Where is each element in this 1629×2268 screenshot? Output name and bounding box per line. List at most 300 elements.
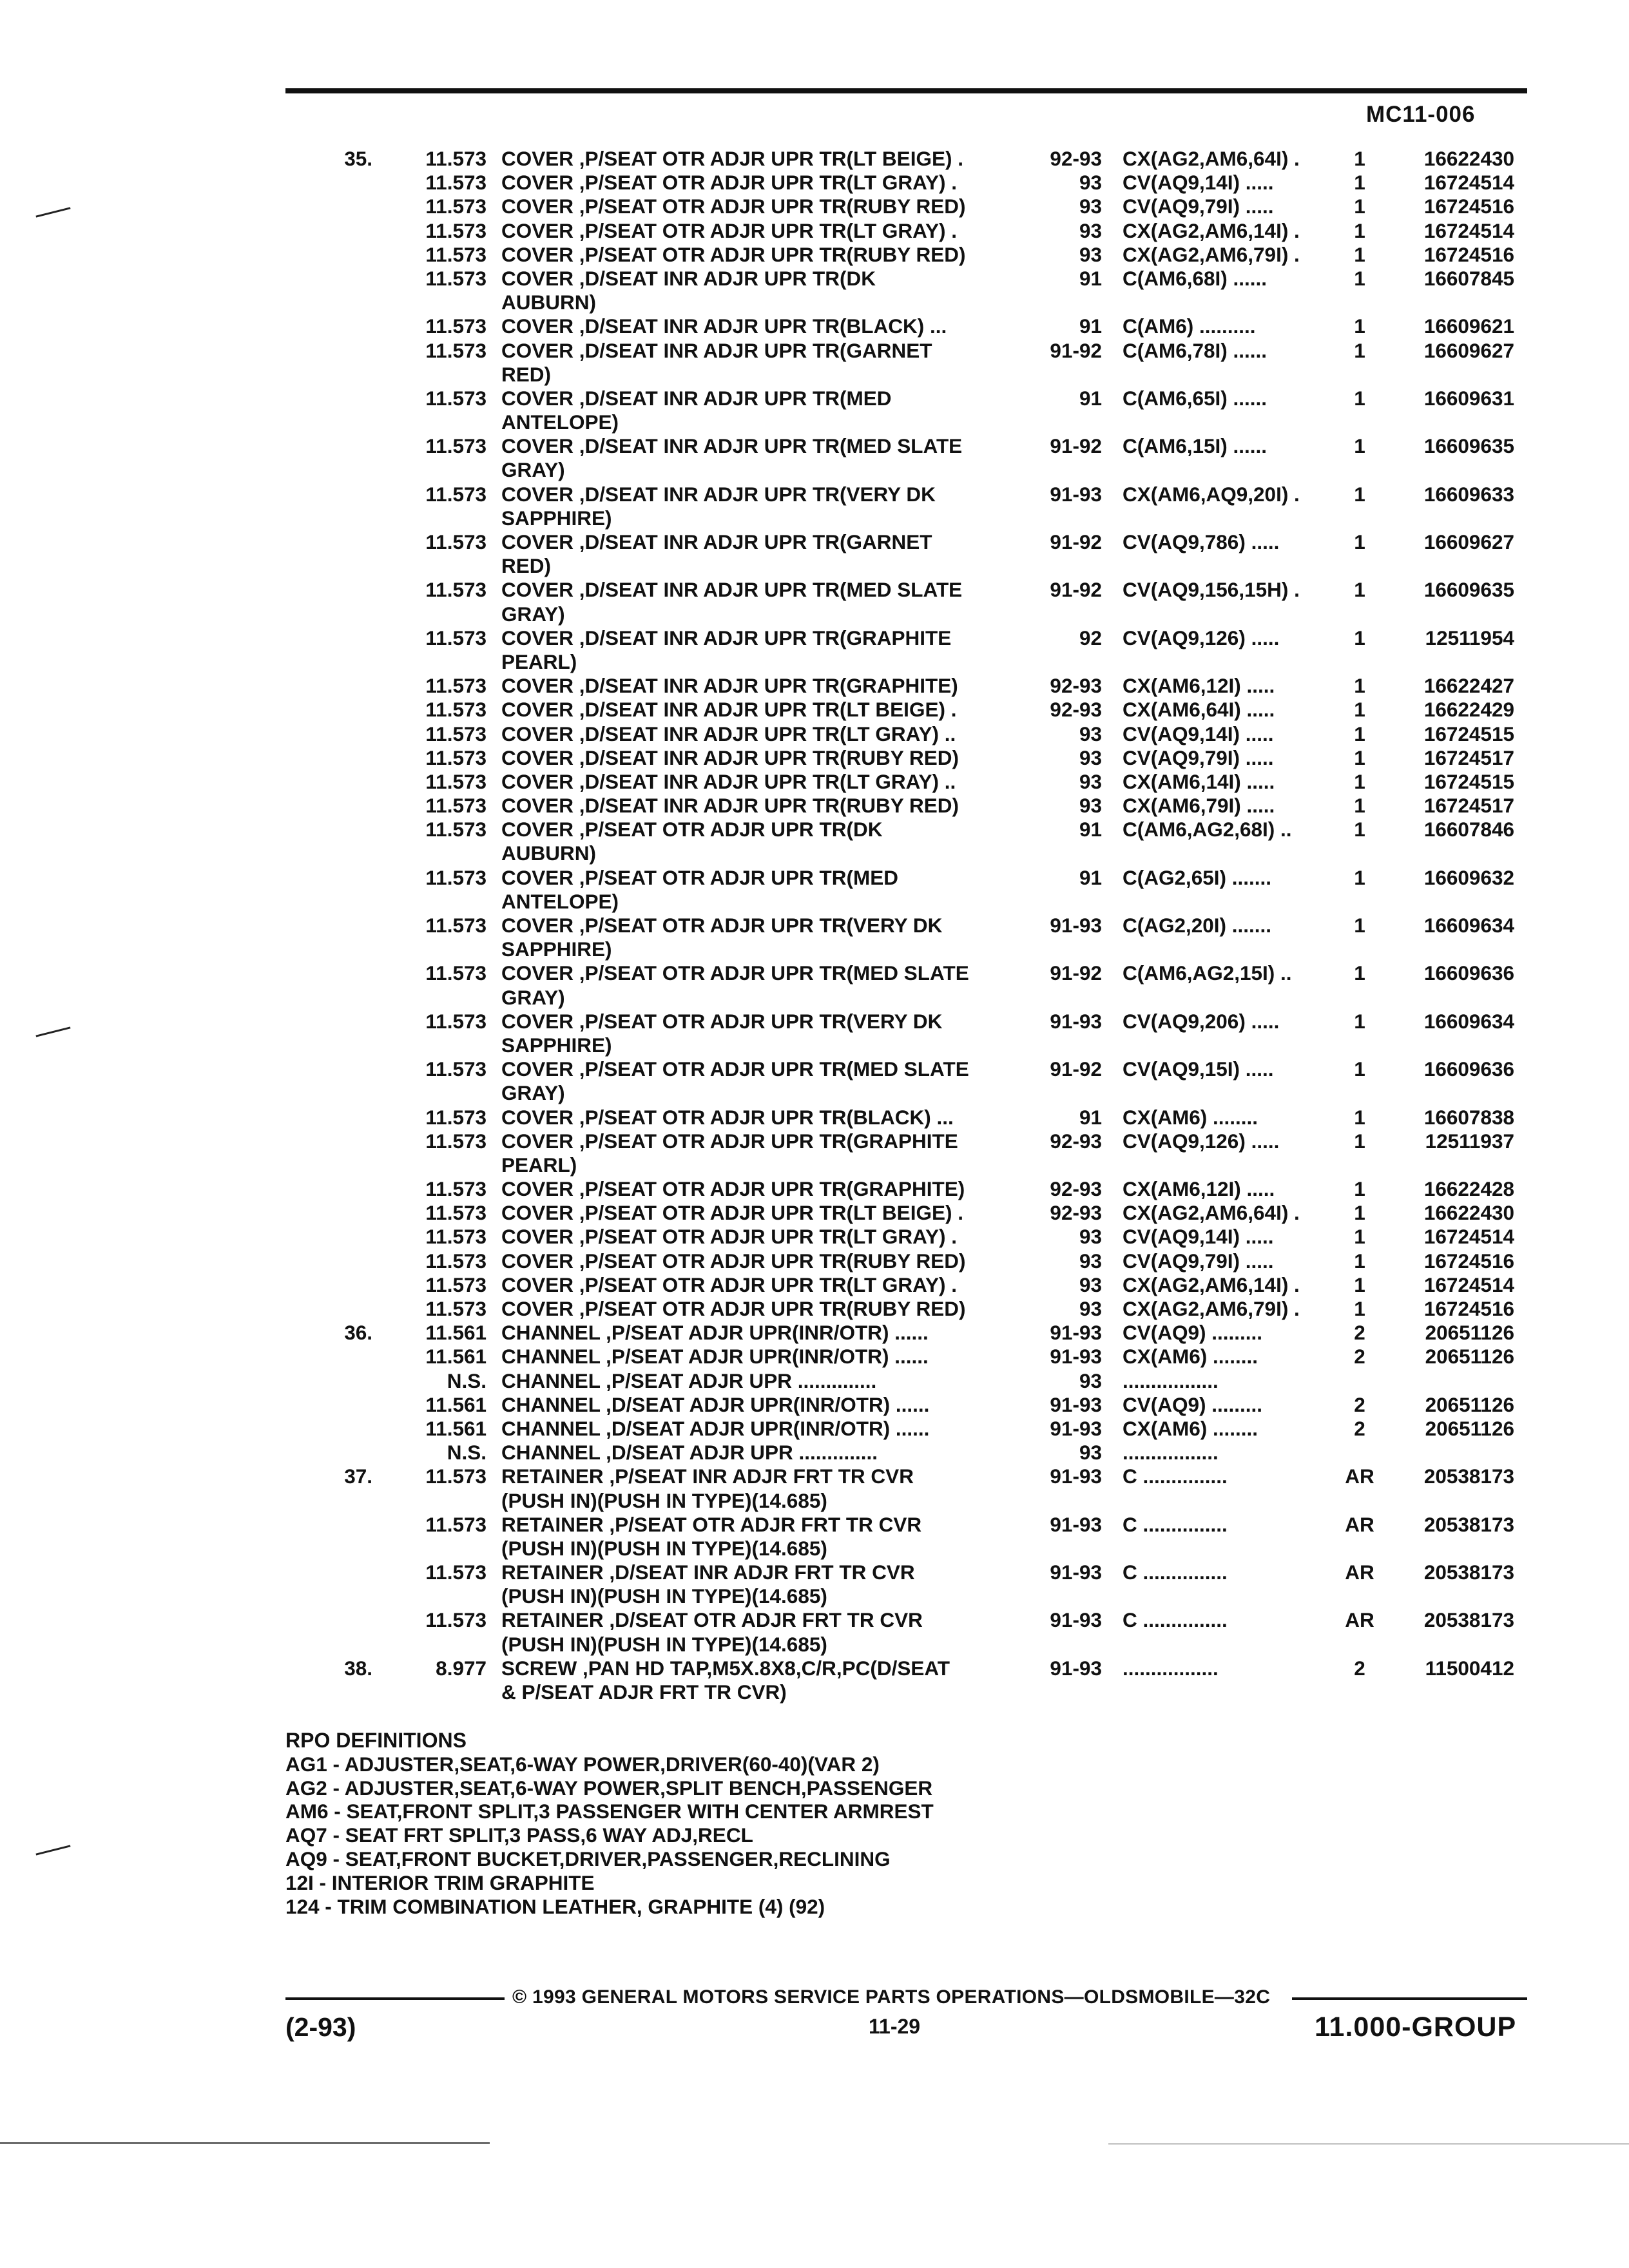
group-number: 11.573 <box>425 769 487 793</box>
part-number: 16609636 <box>1423 961 1514 985</box>
part-description: COVER ,P/SEAT OTR ADJR UPR TR(BLACK) ... <box>501 1105 954 1129</box>
model-years: 92-93 <box>1050 1201 1102 1225</box>
usage-code: CV(AQ9) ......... <box>1123 1321 1263 1345</box>
usage-code: CV(AQ9,14I) ..... <box>1123 1225 1274 1249</box>
part-description: COVER ,P/SEAT OTR ADJR UPR TR(GRAPHITE <box>501 1129 958 1153</box>
model-years: 93 <box>1079 1225 1102 1249</box>
part-description: COVER ,P/SEAT OTR ADJR UPR TR(VERY DK <box>501 914 943 937</box>
model-years: 91-92 <box>1050 961 1102 985</box>
table-row-continuation <box>0 410 1629 434</box>
part-number: 16622430 <box>1423 1201 1514 1225</box>
rpo-item: 12I - INTERIOR TRIM GRAPHITE <box>285 1870 595 1894</box>
group-number: N.S. <box>447 1369 487 1392</box>
usage-code: C(AG2,20I) ....... <box>1123 914 1272 937</box>
table-row-continuation <box>0 1537 1629 1561</box>
usage-code: CX(AG2,AM6,14I) . <box>1123 1273 1300 1296</box>
usage-code: CX(AM6) ........ <box>1123 1345 1258 1369</box>
table-row <box>0 1369 1629 1393</box>
group-number: 8.977 <box>436 1656 487 1680</box>
group-number: 11.573 <box>425 818 487 841</box>
table-row <box>0 794 1629 818</box>
part-description-continued: ANTELOPE) <box>501 410 619 434</box>
part-description-continued: (PUSH IN)(PUSH IN TYPE)(14.685) <box>501 1488 827 1512</box>
table-row <box>0 387 1629 410</box>
quantity: 1 <box>1354 530 1365 553</box>
model-years: 91-92 <box>1050 530 1102 553</box>
part-description: COVER ,D/SEAT INR ADJR UPR TR(DK <box>501 266 876 290</box>
quantity: 1 <box>1354 1057 1365 1081</box>
model-years: 91-93 <box>1050 914 1102 937</box>
model-years: 91-93 <box>1050 1465 1102 1488</box>
table-row <box>0 267 1629 291</box>
part-number: 16622429 <box>1423 698 1514 722</box>
table-row <box>0 698 1629 722</box>
rpo-item: 124 - TRIM COMBINATION LEATHER, GRAPHITE (4) (92) <box>285 1894 825 1918</box>
part-description: COVER ,P/SEAT OTR ADJR UPR TR(LT GRAY) . <box>501 171 958 195</box>
quantity: AR <box>1345 1561 1374 1584</box>
group-number: 11.573 <box>425 745 487 769</box>
model-years: 93 <box>1079 242 1102 266</box>
rpo-item: AQ7 - SEAT FRT SPLIT,3 PASS,6 WAY ADJ,RECL <box>285 1823 753 1847</box>
item-key: 38. <box>344 1656 372 1680</box>
model-years: 93 <box>1079 794 1102 818</box>
group-number: 11.573 <box>425 698 487 722</box>
usage-code: CX(AM6) ........ <box>1123 1416 1258 1440</box>
usage-code: CX(AG2,AM6,64I) . <box>1123 1201 1300 1225</box>
part-description: COVER ,P/SEAT OTR ADJR UPR TR(MED <box>501 865 899 889</box>
quantity: 1 <box>1354 314 1365 338</box>
usage-code: CV(AQ9,786) ..... <box>1123 530 1280 553</box>
quantity: 1 <box>1354 818 1365 841</box>
table-row <box>0 1345 1629 1369</box>
part-description: COVER ,P/SEAT OTR ADJR UPR TR(RUBY RED) <box>501 242 966 266</box>
group-number: 11.573 <box>425 195 487 218</box>
item-key: 37. <box>344 1465 372 1488</box>
part-description: COVER ,D/SEAT INR ADJR UPR TR(MED SLATE <box>501 578 963 602</box>
usage-code: CX(AG2,AM6,64I) . <box>1123 147 1300 170</box>
table-row <box>0 483 1629 506</box>
part-description: COVER ,P/SEAT OTR ADJR UPR TR(DK <box>501 818 883 841</box>
group-number: N.S. <box>447 1441 487 1465</box>
part-number: 16609627 <box>1423 530 1514 553</box>
usage-code: C ............... <box>1123 1608 1228 1632</box>
group-number: 11.573 <box>425 338 487 362</box>
part-description: COVER ,D/SEAT INR ADJR UPR TR(BLACK) ... <box>501 314 947 338</box>
quantity: 1 <box>1354 745 1365 769</box>
table-row <box>0 1106 1629 1129</box>
part-number: 16607838 <box>1423 1105 1514 1129</box>
rpo-item: AG1 - ADJUSTER,SEAT,6-WAY POWER,DRIVER(60-40)(VAR 2) <box>285 1752 880 1776</box>
part-number: 16607845 <box>1423 266 1514 290</box>
quantity: 1 <box>1354 865 1365 889</box>
model-years: 91 <box>1079 266 1102 290</box>
quantity: 1 <box>1354 1297 1365 1320</box>
group-number: 11.573 <box>425 578 487 602</box>
part-number: 16724515 <box>1423 769 1514 793</box>
model-years: 93 <box>1079 218 1102 242</box>
usage-code: CV(AQ9,15I) ..... <box>1123 1057 1274 1081</box>
table-row-continuation <box>0 1633 1629 1657</box>
group-number: 11.573 <box>425 914 487 937</box>
table-row-continuation <box>0 363 1629 387</box>
usage-code: C(AM6,65I) ...... <box>1123 386 1268 410</box>
table-row-continuation <box>0 890 1629 914</box>
model-years: 91 <box>1079 386 1102 410</box>
quantity: 1 <box>1354 914 1365 937</box>
part-number: 16724516 <box>1423 1297 1514 1320</box>
part-number: 16609632 <box>1423 865 1514 889</box>
part-description: COVER ,D/SEAT INR ADJR UPR TR(LT BEIGE) . <box>501 698 957 722</box>
model-years: 93 <box>1079 1441 1102 1465</box>
model-years: 91-93 <box>1050 1656 1102 1680</box>
table-row <box>0 1608 1629 1632</box>
model-years: 91 <box>1079 865 1102 889</box>
table-row <box>0 1010 1629 1033</box>
part-description-continued: GRAY) <box>501 1081 565 1105</box>
quantity: 2 <box>1354 1345 1365 1369</box>
part-number: 20538173 <box>1423 1608 1514 1632</box>
part-number: 12511937 <box>1425 1129 1514 1153</box>
quantity: 1 <box>1354 1273 1365 1296</box>
quantity: 1 <box>1354 386 1365 410</box>
usage-code: C ............... <box>1123 1465 1228 1488</box>
revision-date: (2-93) <box>285 2012 356 2042</box>
quantity: 1 <box>1354 242 1365 266</box>
part-description: COVER ,P/SEAT OTR ADJR UPR TR(MED SLATE <box>501 961 969 985</box>
group-number: 11.561 <box>425 1321 487 1345</box>
part-number: 16609631 <box>1423 386 1514 410</box>
quantity: 1 <box>1354 1177 1365 1201</box>
model-years: 91-93 <box>1050 1345 1102 1369</box>
table-row-continuation <box>0 1081 1629 1105</box>
table-row <box>0 1177 1629 1201</box>
footer-rule-right <box>1292 1997 1527 2000</box>
part-description: COVER ,P/SEAT OTR ADJR UPR TR(LT BEIGE) . <box>501 1201 963 1225</box>
part-description: CHANNEL ,D/SEAT ADJR UPR .............. <box>501 1441 878 1465</box>
table-row <box>0 674 1629 698</box>
group-number: 11.573 <box>425 1009 487 1033</box>
part-number: 16609634 <box>1423 1009 1514 1033</box>
model-years: 93 <box>1079 1297 1102 1320</box>
group-number: 11.573 <box>425 1057 487 1081</box>
model-years: 91-92 <box>1050 434 1102 458</box>
rpo-item: AQ9 - SEAT,FRONT BUCKET,DRIVER,PASSENGER,RECLINING <box>285 1847 891 1870</box>
part-number: 11500412 <box>1425 1656 1514 1680</box>
usage-code: CV(AQ9,79I) ..... <box>1123 1249 1274 1273</box>
part-number: 16622428 <box>1423 1177 1514 1201</box>
usage-code: C(AM6,15I) ...... <box>1123 434 1268 458</box>
model-years: 91-92 <box>1050 1057 1102 1081</box>
part-description: COVER ,P/SEAT OTR ADJR UPR TR(RUBY RED) <box>501 1297 966 1320</box>
part-description: COVER ,D/SEAT INR ADJR UPR TR(GRAPHITE <box>501 626 952 649</box>
quantity: 2 <box>1354 1416 1365 1440</box>
table-row <box>0 1657 1629 1680</box>
part-description: CHANNEL ,P/SEAT ADJR UPR(INR/OTR) ...... <box>501 1345 929 1369</box>
model-years: 93 <box>1079 195 1102 218</box>
group-number: 11.573 <box>425 1608 487 1632</box>
group-number: 11.573 <box>425 1561 487 1584</box>
quantity: 2 <box>1354 1656 1365 1680</box>
table-row-continuation <box>0 1153 1629 1177</box>
usage-code: CV(AQ9,14I) ..... <box>1123 722 1274 745</box>
usage-code: C(AG2,65I) ....... <box>1123 865 1272 889</box>
quantity: 2 <box>1354 1392 1365 1416</box>
table-row <box>0 1249 1629 1273</box>
quantity: 1 <box>1354 434 1365 458</box>
scan-artifact-line <box>0 2142 490 2144</box>
part-description: RETAINER ,P/SEAT INR ADJR FRT TR CVR <box>501 1465 914 1488</box>
parts-list <box>0 147 1629 1704</box>
table-row <box>0 339 1629 363</box>
usage-code: CV(AQ9,126) ..... <box>1123 1129 1280 1153</box>
usage-code: CX(AM6,AQ9,20I) . <box>1123 482 1300 506</box>
table-row <box>0 1513 1629 1537</box>
model-years: 91-92 <box>1050 338 1102 362</box>
part-description: COVER ,D/SEAT INR ADJR UPR TR(VERY DK <box>501 482 936 506</box>
rpo-item: AM6 - SEAT,FRONT SPLIT,3 PASSENGER WITH CENTER ARMREST <box>285 1800 934 1823</box>
group-number: 11.573 <box>425 1249 487 1273</box>
quantity: 1 <box>1354 578 1365 602</box>
part-description: CHANNEL ,P/SEAT ADJR UPR(INR/OTR) ...... <box>501 1321 929 1345</box>
group-number: 11.573 <box>425 794 487 818</box>
part-description: SCREW ,PAN HD TAP,M5X.8X8,C/R,PC(D/SEAT <box>501 1656 950 1680</box>
table-row <box>0 195 1629 218</box>
table-row-continuation <box>0 937 1629 961</box>
table-row <box>0 1417 1629 1441</box>
part-number: 16724514 <box>1423 1225 1514 1249</box>
part-description-continued: GRAY) <box>501 985 565 1009</box>
quantity: 1 <box>1354 1249 1365 1273</box>
usage-code: CV(AQ9,79I) ..... <box>1123 745 1274 769</box>
part-description: CHANNEL ,D/SEAT ADJR UPR(INR/OTR) ...... <box>501 1416 930 1440</box>
model-years: 93 <box>1079 1249 1102 1273</box>
group-number: 11.573 <box>425 1129 487 1153</box>
part-description: COVER ,P/SEAT OTR ADJR UPR TR(MED SLATE <box>501 1057 969 1081</box>
model-years: 93 <box>1079 1369 1102 1392</box>
item-key: 36. <box>344 1321 372 1345</box>
part-description-continued: SAPPHIRE) <box>501 937 612 961</box>
table-row-continuation <box>0 1033 1629 1057</box>
table-row <box>0 434 1629 458</box>
group-number: 11.561 <box>425 1392 487 1416</box>
table-row <box>0 1057 1629 1081</box>
table-row <box>0 746 1629 770</box>
group-number: 11.573 <box>425 865 487 889</box>
model-years: 92-93 <box>1050 1129 1102 1153</box>
group-number: 11.573 <box>425 1465 487 1488</box>
group-number: 11.573 <box>425 626 487 649</box>
quantity: 1 <box>1354 1225 1365 1249</box>
table-row <box>0 171 1629 195</box>
quantity: 1 <box>1354 626 1365 649</box>
quantity: 1 <box>1354 171 1365 195</box>
part-number: 20651126 <box>1425 1345 1514 1369</box>
table-row <box>0 1297 1629 1321</box>
part-description: CHANNEL ,P/SEAT ADJR UPR .............. <box>501 1369 877 1392</box>
part-number: 20651126 <box>1425 1416 1514 1440</box>
usage-code: CV(AQ9,79I) ..... <box>1123 195 1274 218</box>
table-row <box>0 626 1629 650</box>
part-number: 20538173 <box>1423 1561 1514 1584</box>
group-number: 11.573 <box>425 1225 487 1249</box>
usage-code: C(AM6,AG2,68I) .. <box>1123 818 1292 841</box>
part-number: 16724516 <box>1423 242 1514 266</box>
model-years: 91 <box>1079 314 1102 338</box>
part-description: COVER ,D/SEAT INR ADJR UPR TR(LT GRAY) .. <box>501 769 956 793</box>
part-description-continued: SAPPHIRE) <box>501 506 612 530</box>
part-number: 16724517 <box>1423 745 1514 769</box>
part-number: 16724514 <box>1423 171 1514 195</box>
model-years: 92-93 <box>1050 698 1102 722</box>
part-description: COVER ,P/SEAT OTR ADJR UPR TR(RUBY RED) <box>501 1249 966 1273</box>
model-years: 91-92 <box>1050 578 1102 602</box>
quantity: 1 <box>1354 482 1365 506</box>
group-number: 11.573 <box>425 147 487 170</box>
quantity: 1 <box>1354 1105 1365 1129</box>
part-description: COVER ,P/SEAT OTR ADJR UPR TR(LT GRAY) . <box>501 1225 958 1249</box>
part-number: 16622430 <box>1423 147 1514 170</box>
quantity: 1 <box>1354 218 1365 242</box>
part-description: COVER ,P/SEAT OTR ADJR UPR TR(RUBY RED) <box>501 195 966 218</box>
part-description-continued: ANTELOPE) <box>501 889 619 913</box>
group-number: 11.573 <box>425 266 487 290</box>
part-description: COVER ,P/SEAT OTR ADJR UPR TR(LT GRAY) . <box>501 218 958 242</box>
part-description: COVER ,D/SEAT INR ADJR UPR TR(MED SLATE <box>501 434 963 458</box>
usage-code: C(AM6,68I) ...... <box>1123 266 1268 290</box>
quantity: 1 <box>1354 674 1365 698</box>
part-number: 16609627 <box>1423 338 1514 362</box>
model-years: 91 <box>1079 818 1102 841</box>
group-number: 11.573 <box>425 482 487 506</box>
group-number: 11.573 <box>425 242 487 266</box>
part-number: 16609635 <box>1423 434 1514 458</box>
usage-code: ................. <box>1123 1656 1219 1680</box>
usage-code: C(AM6,78I) ...... <box>1123 338 1268 362</box>
part-description: RETAINER ,D/SEAT OTR ADJR FRT TR CVR <box>501 1608 923 1632</box>
footer-rule-left <box>285 1997 505 2000</box>
model-years: 91 <box>1079 1105 1102 1129</box>
usage-code: CV(AQ9) ......... <box>1123 1392 1263 1416</box>
part-number: 16724514 <box>1423 1273 1514 1296</box>
table-row <box>0 1129 1629 1153</box>
usage-code: CX(AG2,AM6,79I) . <box>1123 242 1300 266</box>
table-row <box>0 914 1629 937</box>
part-number: 20538173 <box>1423 1465 1514 1488</box>
quantity: 1 <box>1354 961 1365 985</box>
group-number: 11.573 <box>425 1201 487 1225</box>
usage-code: CV(AQ9,126) ..... <box>1123 626 1280 649</box>
part-description-continued: & P/SEAT ADJR FRT TR CVR) <box>501 1680 787 1704</box>
usage-code: C(AM6,AG2,15I) .. <box>1123 961 1292 985</box>
part-number: 16609635 <box>1423 578 1514 602</box>
part-description: COVER ,D/SEAT INR ADJR UPR TR(RUBY RED) <box>501 745 959 769</box>
table-row <box>0 219 1629 243</box>
table-row-continuation <box>0 1489 1629 1513</box>
part-number: 20651126 <box>1425 1321 1514 1345</box>
usage-code: CV(AQ9,156,15H) . <box>1123 578 1300 602</box>
table-row-continuation <box>0 1680 1629 1704</box>
quantity: 1 <box>1354 195 1365 218</box>
part-description: COVER ,D/SEAT INR ADJR UPR TR(LT GRAY) .. <box>501 722 956 745</box>
group-number: 11.573 <box>425 434 487 458</box>
group-number: 11.573 <box>425 722 487 745</box>
quantity: 1 <box>1354 769 1365 793</box>
table-row <box>0 314 1629 338</box>
model-years: 93 <box>1079 1273 1102 1296</box>
part-description: COVER ,D/SEAT INR ADJR UPR TR(GRAPHITE) <box>501 674 958 698</box>
usage-code: C ............... <box>1123 1561 1228 1584</box>
part-description: CHANNEL ,D/SEAT ADJR UPR(INR/OTR) ...... <box>501 1392 930 1416</box>
table-row-continuation <box>0 1584 1629 1608</box>
model-years: 91-93 <box>1050 1512 1102 1536</box>
table-row-continuation <box>0 650 1629 674</box>
part-number: 16609636 <box>1423 1057 1514 1081</box>
page-number: 11-29 <box>869 2015 921 2038</box>
model-years: 92-93 <box>1050 674 1102 698</box>
part-description-continued: GRAY) <box>501 602 565 626</box>
part-number: 20651126 <box>1425 1392 1514 1416</box>
part-number: 16724516 <box>1423 195 1514 218</box>
part-description: COVER ,D/SEAT INR ADJR UPR TR(GARNET <box>501 530 932 553</box>
table-row <box>0 722 1629 746</box>
group-number: 11.573 <box>425 1512 487 1536</box>
part-description-continued: SAPPHIRE) <box>501 1033 612 1057</box>
group-number: 11.573 <box>425 1297 487 1320</box>
quantity: 2 <box>1354 1321 1365 1345</box>
part-number: 16724515 <box>1423 722 1514 745</box>
table-row <box>0 578 1629 602</box>
part-number: 16609633 <box>1423 482 1514 506</box>
part-number: 16607846 <box>1423 818 1514 841</box>
part-description: COVER ,D/SEAT INR ADJR UPR TR(GARNET <box>501 338 932 362</box>
table-row-continuation <box>0 554 1629 578</box>
part-description-continued: PEARL) <box>501 1153 577 1177</box>
usage-code: CX(AM6) ........ <box>1123 1105 1258 1129</box>
group-number: 11.573 <box>425 218 487 242</box>
part-description-continued: GRAY) <box>501 458 565 482</box>
part-description: COVER ,P/SEAT OTR ADJR UPR TR(VERY DK <box>501 1009 943 1033</box>
quantity: 1 <box>1354 266 1365 290</box>
usage-code: CX(AG2,AM6,79I) . <box>1123 1297 1300 1320</box>
part-description-continued: (PUSH IN)(PUSH IN TYPE)(14.685) <box>501 1632 827 1656</box>
group-number: 11.573 <box>425 1105 487 1129</box>
group-number: 11.573 <box>425 961 487 985</box>
table-row-continuation <box>0 986 1629 1010</box>
rpo-title: RPO DEFINITIONS <box>285 1729 467 1752</box>
model-years: 91-93 <box>1050 482 1102 506</box>
usage-code: CX(AM6,12I) ..... <box>1123 674 1275 698</box>
table-row <box>0 1393 1629 1417</box>
group-number: 11.573 <box>425 530 487 553</box>
quantity: AR <box>1345 1465 1374 1488</box>
part-description-continued: RED) <box>501 362 551 386</box>
table-row <box>0 1273 1629 1297</box>
copyright: © 1993 GENERAL MOTORS SERVICE PARTS OPERATIONS—OLDSMOBILE—32C <box>512 1986 1271 2008</box>
table-row <box>0 1225 1629 1249</box>
group-label: 11.000-GROUP <box>1315 2012 1517 2042</box>
table-row <box>0 1465 1629 1488</box>
catalog-code: MC11-006 <box>1366 102 1476 127</box>
table-row <box>0 818 1629 841</box>
model-years: 92-93 <box>1050 147 1102 170</box>
rpo-definitions <box>285 1729 934 1918</box>
model-years: 91-93 <box>1050 1009 1102 1033</box>
usage-code: ................. <box>1123 1441 1219 1465</box>
model-years: 93 <box>1079 745 1102 769</box>
quantity: 1 <box>1354 1129 1365 1153</box>
group-number: 11.573 <box>425 314 487 338</box>
quantity: 1 <box>1354 698 1365 722</box>
